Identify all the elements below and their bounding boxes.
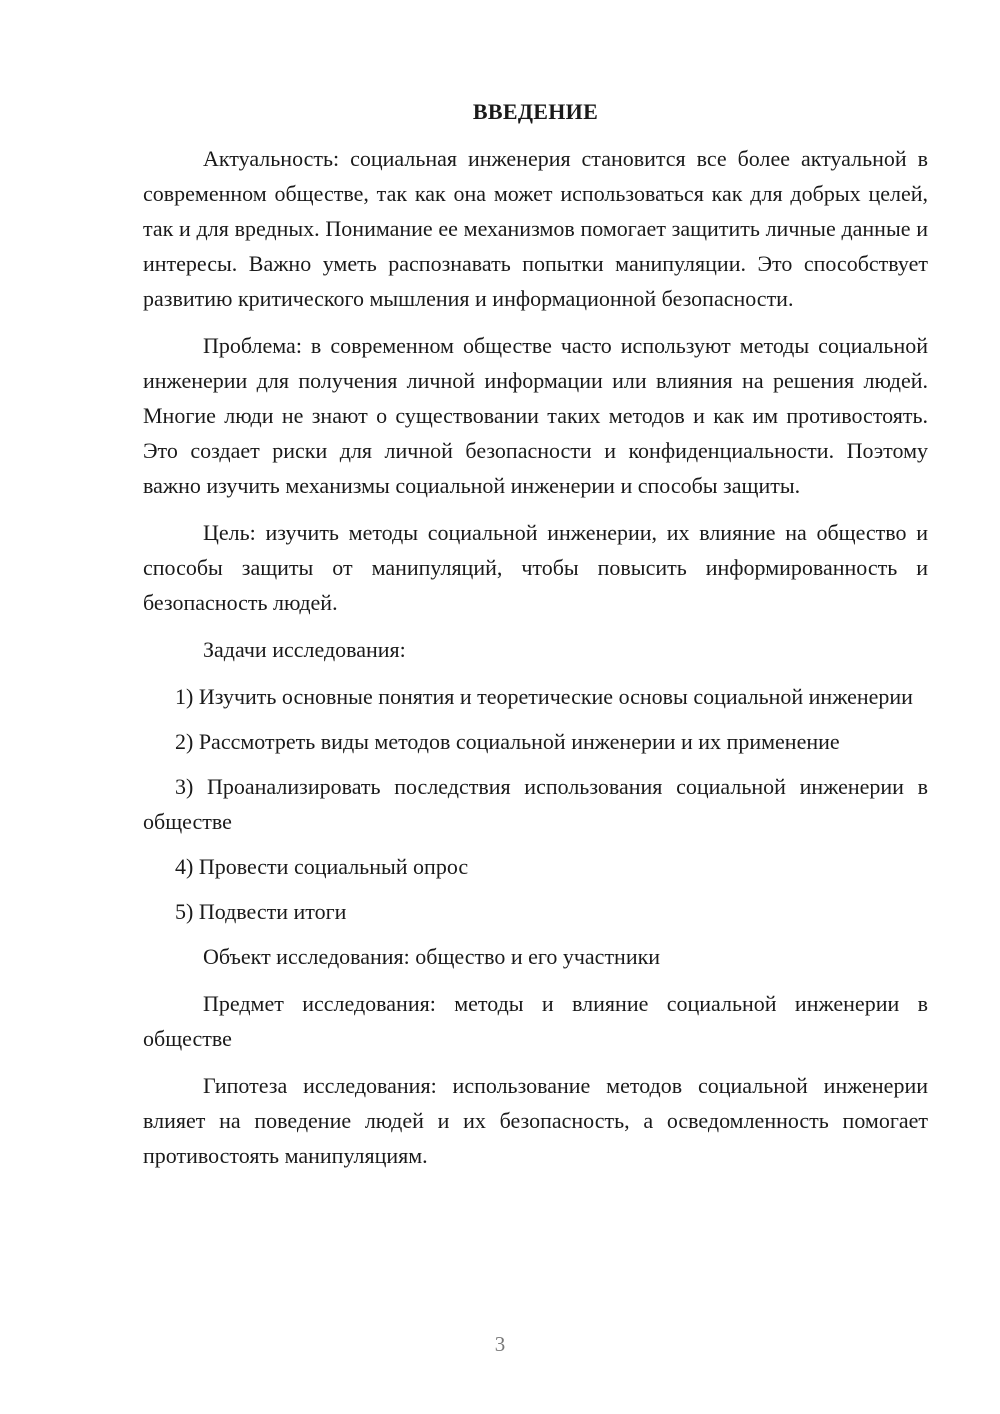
paragraph-object: Объект исследования: общество и его участники <box>203 944 661 969</box>
paragraph-subject: Предмет исследования: методы и влияние социальной инженерии в обществе <box>143 991 928 1051</box>
document-page <box>143 94 928 1185</box>
paragraph-hypothesis: Гипотеза исследования: использование методов социальной инженерии влияет на поведение людей и их безопасность, а осведомленность помогает противостоять манипуляциям. <box>143 1073 928 1168</box>
paragraph-relevance: Актуальность: социальная инженерия становится все более актуальной в современном обществе, так как она может использоваться как для добрых целей, так и для вредных. Понимание ее механизмов помогает защитить личные данные и интересы. Важно уметь распознавать попытки манипуляции. Это способствует развитию критического мышления и информационной безопасности. <box>143 146 928 311</box>
task-item-2: 2) Рассмотреть виды методов социальной инженерии и их применение <box>175 729 840 754</box>
tasks-heading: Задачи исследования: <box>203 637 406 662</box>
page-number: 3 <box>494 1332 506 1356</box>
paragraph-problem: Проблема: в современном обществе часто используют методы социальной инженерии для получения личной информации или влияния на решения людей. Многие люди не знают о существовании таких методов и как им противостоять. Это создает риски для личной безопасности и конфиденциальности. Поэтому важно изучить механизмы социальной инженерии и способы защиты. <box>143 333 928 498</box>
tasks-list <box>143 679 928 929</box>
task-item-5: 5) Подвести итоги <box>175 899 347 924</box>
paragraph-goal: Цель: изучить методы социальной инженерии, их влияние на общество и способы защиты от манипуляций, чтобы повысить информированность и безопасность людей. <box>143 520 928 615</box>
task-item-3: 3) Проанализировать последствия использования социальной инженерии в обществе <box>143 774 928 834</box>
page-title: ВВЕДЕНИЕ <box>472 99 599 124</box>
task-item-1: 1) Изучить основные понятия и теоретические основы социальной инженерии <box>175 684 913 709</box>
task-item-4: 4) Провести социальный опрос <box>175 854 469 879</box>
